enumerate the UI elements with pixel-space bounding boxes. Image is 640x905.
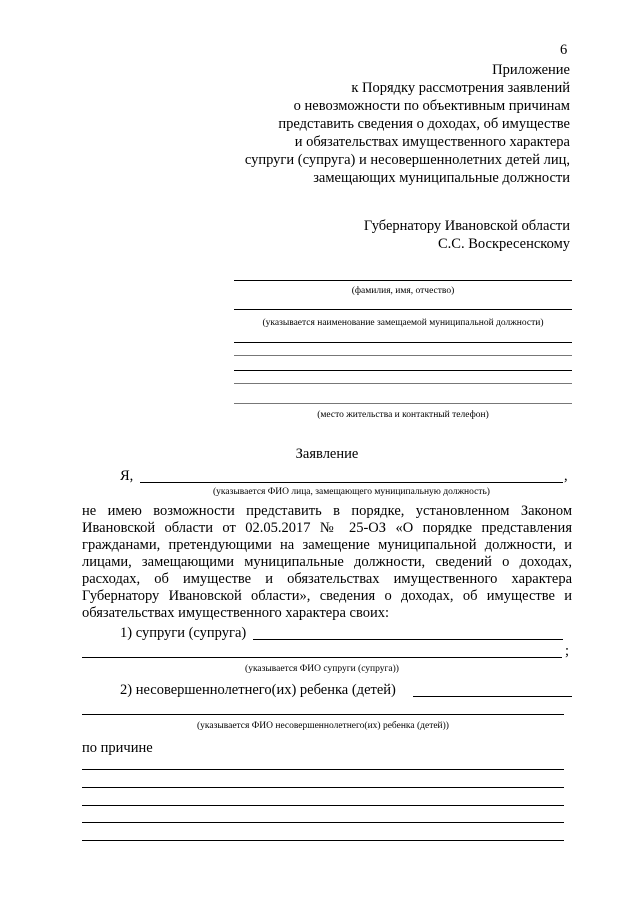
- appendix-line-3: о невозможности по объективным причинам: [293, 98, 570, 114]
- appendix-line-5: и обязательствах имущественного характера: [294, 134, 570, 150]
- body-line-6: Губернатору Ивановской области», сведения о доходах, об имуществе и: [82, 588, 572, 604]
- item2-label: 2) несовершеннолетнего(их) ребенка (детей): [120, 682, 396, 698]
- appendix-line-6: супруги (супруга) и несовершеннолетних детей лиц,: [244, 152, 570, 168]
- children-fio-line-1[interactable]: [413, 696, 572, 697]
- fio-field-line[interactable]: [234, 280, 572, 281]
- statement-title: Заявление: [295, 446, 359, 462]
- body-line-1: не имею возможности представить в порядке, установленном Законом: [82, 503, 572, 519]
- i-comma: ,: [564, 468, 568, 484]
- residence-field-line-3[interactable]: [234, 383, 572, 384]
- appendix-line-1: Приложение: [492, 62, 570, 78]
- reason-line-3[interactable]: [82, 805, 564, 806]
- item1-end: ;: [565, 643, 570, 659]
- page-number: 6: [560, 42, 568, 58]
- body-line-2: Ивановской области от 02.05.2017 № 25-ОЗ «О порядке представления: [82, 520, 572, 536]
- reason-line-5[interactable]: [82, 840, 564, 841]
- i-label: Я,: [120, 468, 134, 484]
- reason-line-4[interactable]: [82, 822, 564, 823]
- residence-field-line-2[interactable]: [234, 370, 572, 371]
- position-field-line-2[interactable]: [234, 342, 572, 343]
- spouse-fio-hint: (указывается ФИО супруги (супруга)): [245, 664, 399, 674]
- addressee-line-2: С.С. Воскресенскому: [438, 236, 570, 252]
- fio-hint: (фамилия, имя, отчество): [351, 286, 455, 296]
- reason-line-1[interactable]: [82, 769, 564, 770]
- appendix-line-7: замещающих муниципальные должности: [313, 170, 570, 186]
- residence-hint: (место жительства и контактный телефон): [317, 410, 489, 420]
- appendix-line-4: представить сведения о доходах, об имуществе: [278, 116, 570, 132]
- children-fio-line-2[interactable]: [82, 714, 564, 715]
- body-line-5: расходах, об имуществе и обязательствах имущественного характера: [82, 571, 572, 587]
- person-fio-line[interactable]: [140, 482, 563, 483]
- body-line-3: гражданами, претендующими на замещение муниципальной должности, и: [82, 537, 572, 553]
- position-field-line[interactable]: [234, 309, 572, 310]
- reason-line-2[interactable]: [82, 787, 564, 788]
- addressee-line-1: Губернатору Ивановской области: [363, 218, 570, 234]
- residence-field-line-1[interactable]: [234, 355, 572, 356]
- residence-field-line-4[interactable]: [234, 403, 572, 404]
- appendix-line-2: к Порядку рассмотрения заявлений: [351, 80, 570, 96]
- position-hint: (указывается наименование замещаемой муниципальной должности): [262, 318, 544, 328]
- body-line-7: обязательствах имущественного характера своих:: [82, 605, 390, 621]
- body-line-4: лицами, замещающими муниципальные должности, сведений о доходах,: [82, 554, 572, 570]
- spouse-fio-line-1[interactable]: [253, 639, 563, 640]
- children-fio-hint: (указывается ФИО несовершеннолетнего(их) ребенка (детей)): [197, 721, 449, 731]
- item1-label: 1) супруги (супруга): [120, 625, 247, 641]
- person-fio-hint: (указывается ФИО лица, замещающего муниципальную должность): [213, 487, 490, 497]
- spouse-fio-line-2[interactable]: [82, 657, 562, 658]
- reason-label: по причине: [82, 740, 153, 756]
